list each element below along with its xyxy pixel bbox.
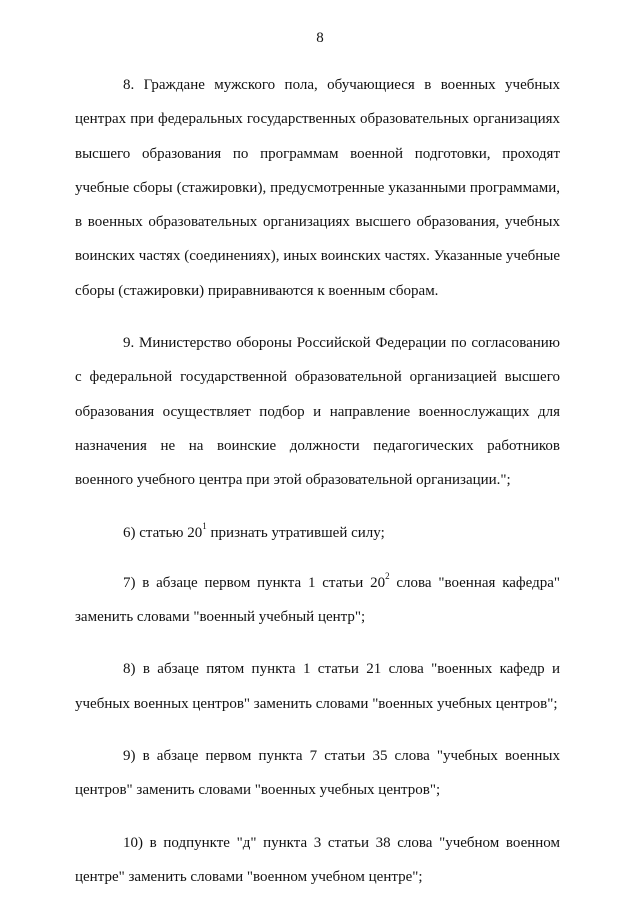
list-item-9: 9) в абзаце первом пункта 7 статьи 35 слова "учебных военных центров" заменить словами "военных учебных центров"; bbox=[75, 748, 560, 799]
list-item-6 bbox=[75, 516, 560, 550]
list-item-8: 8) в абзаце пятом пункта 1 статьи 21 слова "военных кафедр и учебных военных центров" заменить словами "военных учебных центров"; bbox=[75, 661, 560, 712]
list-item-6-text-after: признать утратившей силу; bbox=[206, 524, 385, 541]
list-item-10: 10) в подпункте "д" пункта 3 статьи 38 слова "учебном военном центре" заменить словами "военном учебном центре"; bbox=[75, 834, 560, 885]
list-item-6-superscript: 1 bbox=[202, 520, 207, 531]
document-body bbox=[75, 68, 560, 912]
list-item-6-text-before: 6) статью 20 bbox=[123, 524, 203, 541]
list-item-7-superscript: 2 bbox=[385, 570, 390, 581]
list-item-7 bbox=[75, 566, 560, 635]
list-item-7-text-before: 7) в абзаце первом пункта 1 статьи 20 bbox=[123, 574, 386, 591]
list-item-7-text-after: слова "военная кафедра" заменить словами "военный учебный центр"; bbox=[75, 574, 560, 626]
page-number: 8 bbox=[316, 30, 324, 46]
paragraph-9: 9. Министерство обороны Российской Федерации по согласованию с федеральной государственной образовательной организацией высшего образования осуществляет подбор и направление военнослужащих для назначения не на воинские должности педагогических работников военного учебного центра при этой образовательной организации."; bbox=[75, 335, 560, 489]
paragraph-8: 8. Граждане мужского пола, обучающиеся в военных учебных центрах при федеральных государственных образовательных организациях высшего образования по программам военной подготовки, проходят учебные сборы (стажировки), предусмотренные указанными программами, в военных образовательных организациях высшего образования, учебных воинских частях (соединениях), иных воинских частях. Указанные учебные сборы (стажировки) приравниваются к военным сборам. bbox=[75, 77, 560, 299]
